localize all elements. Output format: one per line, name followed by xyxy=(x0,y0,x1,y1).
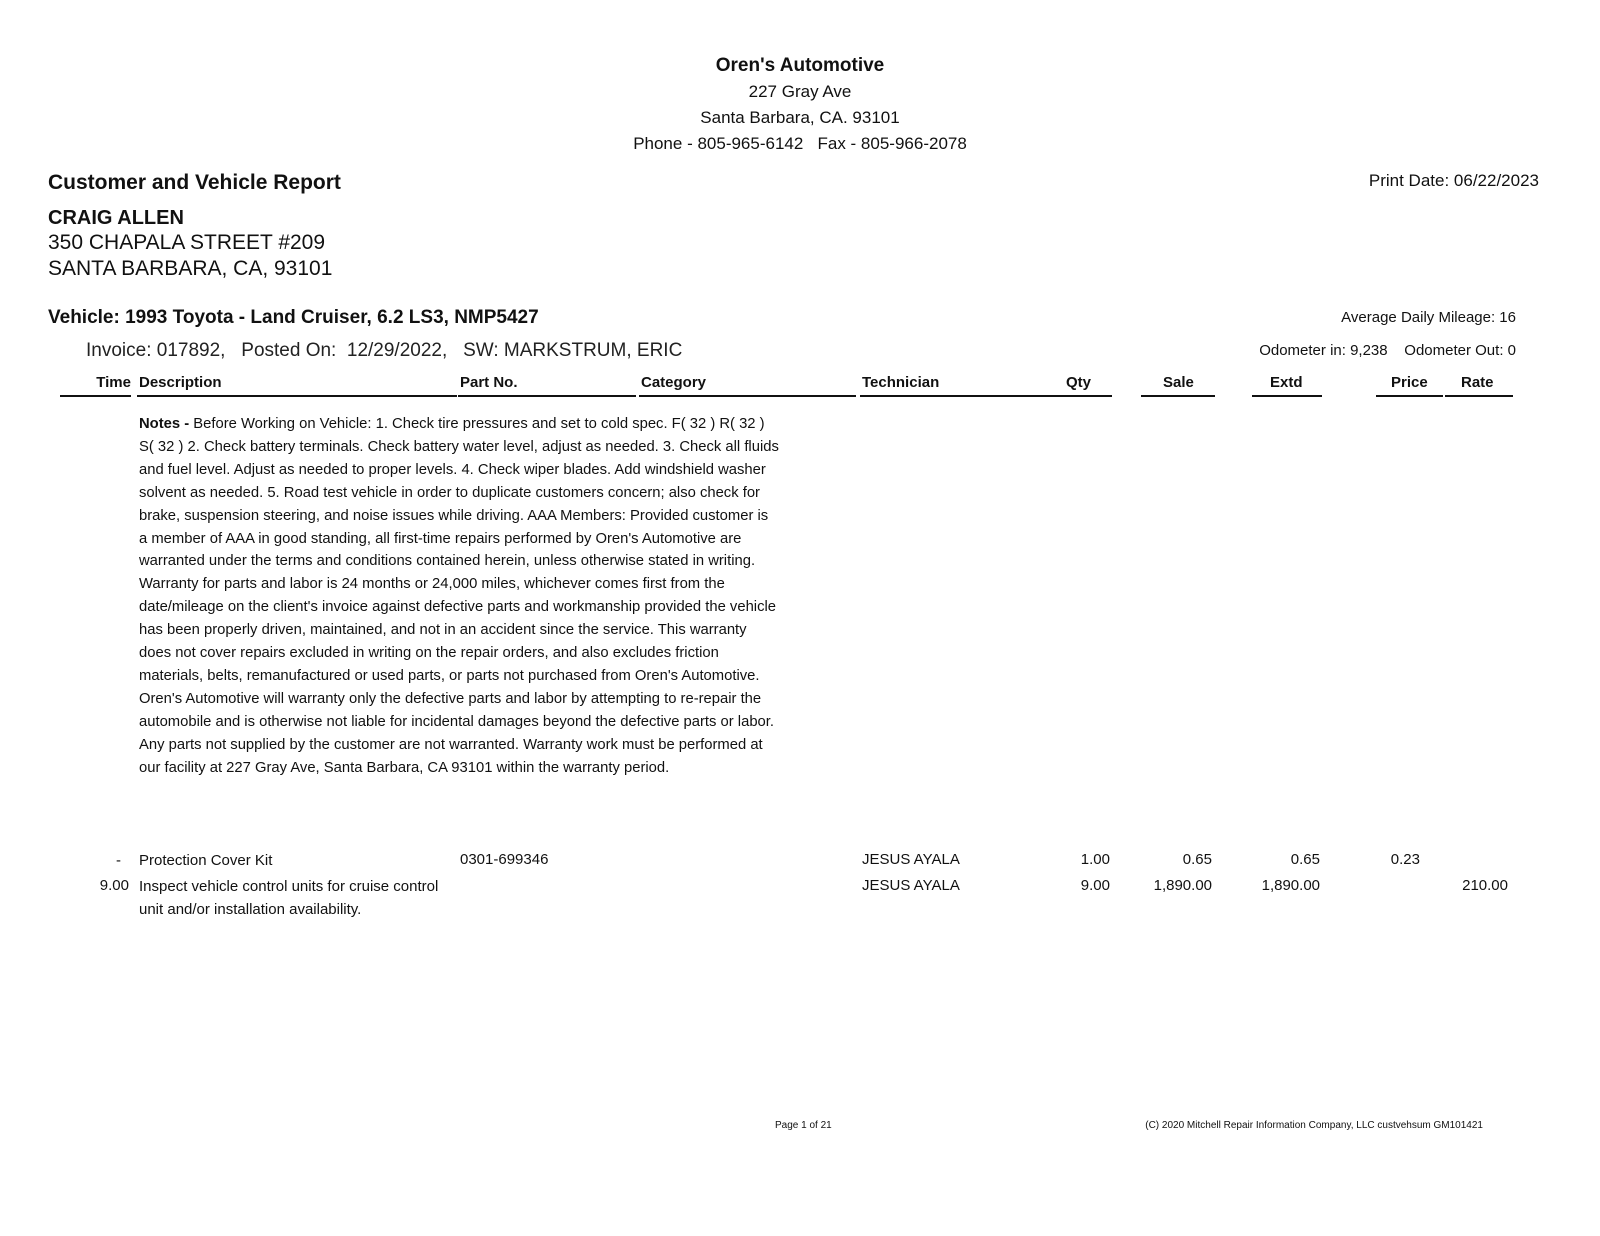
col-header-sale: Sale xyxy=(1163,374,1194,391)
row-description: Inspect vehicle control units for cruise control unit and/or installation availability. xyxy=(139,878,439,918)
row-extd: 1,890.00 xyxy=(1261,877,1320,894)
row-sale: 0.65 xyxy=(1182,851,1212,868)
shop-city: Santa Barbara, CA. 93101 xyxy=(700,108,900,127)
col-header-category: Category xyxy=(641,374,707,391)
header-underline xyxy=(458,395,636,397)
row-part-no: 0301-699346 xyxy=(460,851,549,868)
col-header-rate: Rate xyxy=(1461,374,1494,391)
customer-address-line2: SANTA BARBARA, CA, 93101 xyxy=(48,257,333,280)
shop-name: Oren's Automotive xyxy=(715,55,885,76)
customer-name: CRAIG ALLEN xyxy=(48,207,184,229)
report-title: Customer and Vehicle Report xyxy=(48,171,341,194)
row-qty: 1.00 xyxy=(1080,851,1110,868)
row-sale: 1,890.00 xyxy=(1153,877,1212,894)
header-underline xyxy=(60,395,131,397)
row-technician: JESUS AYALA xyxy=(862,851,960,868)
row-description: Protection Cover Kit xyxy=(139,852,273,869)
page-number: Page 1 of 21 xyxy=(775,1120,832,1131)
service-notes xyxy=(139,413,779,780)
header-underline xyxy=(639,395,856,397)
col-header-time: Time xyxy=(96,374,131,391)
average-daily-mileage: Average Daily Mileage: 16 xyxy=(1341,309,1516,326)
odometer-readings: Odometer in: 9,238 Odometer Out: 0 xyxy=(1259,342,1516,359)
header-underline xyxy=(1141,395,1215,397)
col-header-description: Description xyxy=(139,374,222,391)
header-underline xyxy=(1376,395,1443,397)
notes-label: Notes - xyxy=(139,416,194,432)
col-header-part-no: Part No. xyxy=(460,374,518,391)
col-header-extd: Extd xyxy=(1270,374,1303,391)
header-underline xyxy=(860,395,1112,397)
customer-address-line1: 350 CHAPALA STREET #209 xyxy=(48,231,326,254)
row-time: 9.00 xyxy=(99,877,129,894)
col-header-technician: Technician xyxy=(862,374,940,391)
vehicle-title: Vehicle: 1993 Toyota - Land Cruiser, 6.2 LS3, NMP5427 xyxy=(48,307,539,328)
row-price: 0.23 xyxy=(1390,851,1420,868)
col-header-qty: Qty xyxy=(1066,374,1092,391)
row-time: - xyxy=(116,852,121,869)
row-extd: 0.65 xyxy=(1290,851,1320,868)
col-header-price: Price xyxy=(1391,374,1428,391)
row-rate: 210.00 xyxy=(1462,877,1508,894)
copyright-notice: (C) 2020 Mitchell Repair Information Company, LLC custvehsum GM101421 xyxy=(1145,1120,1483,1131)
header-underline xyxy=(1445,395,1513,397)
shop-street: 227 Gray Ave xyxy=(748,82,852,101)
shop-contact: Phone - 805-965-6142 Fax - 805-966-2078 xyxy=(633,134,967,153)
row-qty: 9.00 xyxy=(1080,877,1110,894)
header-underline xyxy=(1252,395,1322,397)
row-technician: JESUS AYALA xyxy=(862,877,960,894)
invoice-line: Invoice: 017892, Posted On: 12/29/2022, SW: MARKSTRUM, ERIC xyxy=(86,340,683,361)
header-underline xyxy=(137,395,457,397)
notes-text: Before Working on Vehicle: 1. Check tire pressures and set to cold spec. F( 32 ) R( 32 ) S( 32 ) 2. Check battery terminals. Check battery water level, adjust as needed. 3. Check all fluids and fuel level. Adjust as needed to proper levels. 4. Check wiper blades. Add windshield washer solvent as needed. 5. Road test vehicle in order to duplicate customers concern; also check for brake, suspension steering, and noise issues while driving. AAA Members: Provided customer is a member of AAA in good standing, all first-time repairs performed by Oren's Automotive are warranted under the terms and conditions contained herein, unless otherwise stated in writing. Warranty for parts and labor is 24 months or 24,000 miles, whichever comes first from the date/mileage on the client's invoice against defective parts and workmanship provided the vehicle has been properly driven, maintained, and not in an accident since the service. This warranty does not cover repairs excluded in writing on the repair orders, and also excludes friction materials, belts, remanufactured or used parts, or parts not purchased from Oren's Automotive. Oren's Automotive will warranty only the defective parts and labor by attempting to re-repair the automobile and is otherwise not liable for incidental damages beyond the defective parts or labor. Any parts not supplied by the customer are not warranted. Warranty work must be performed at our facility at 227 Gray Ave, Santa Barbara, CA 93101 within the warranty period. xyxy=(139,416,779,776)
print-date: Print Date: 06/22/2023 xyxy=(1368,171,1539,190)
